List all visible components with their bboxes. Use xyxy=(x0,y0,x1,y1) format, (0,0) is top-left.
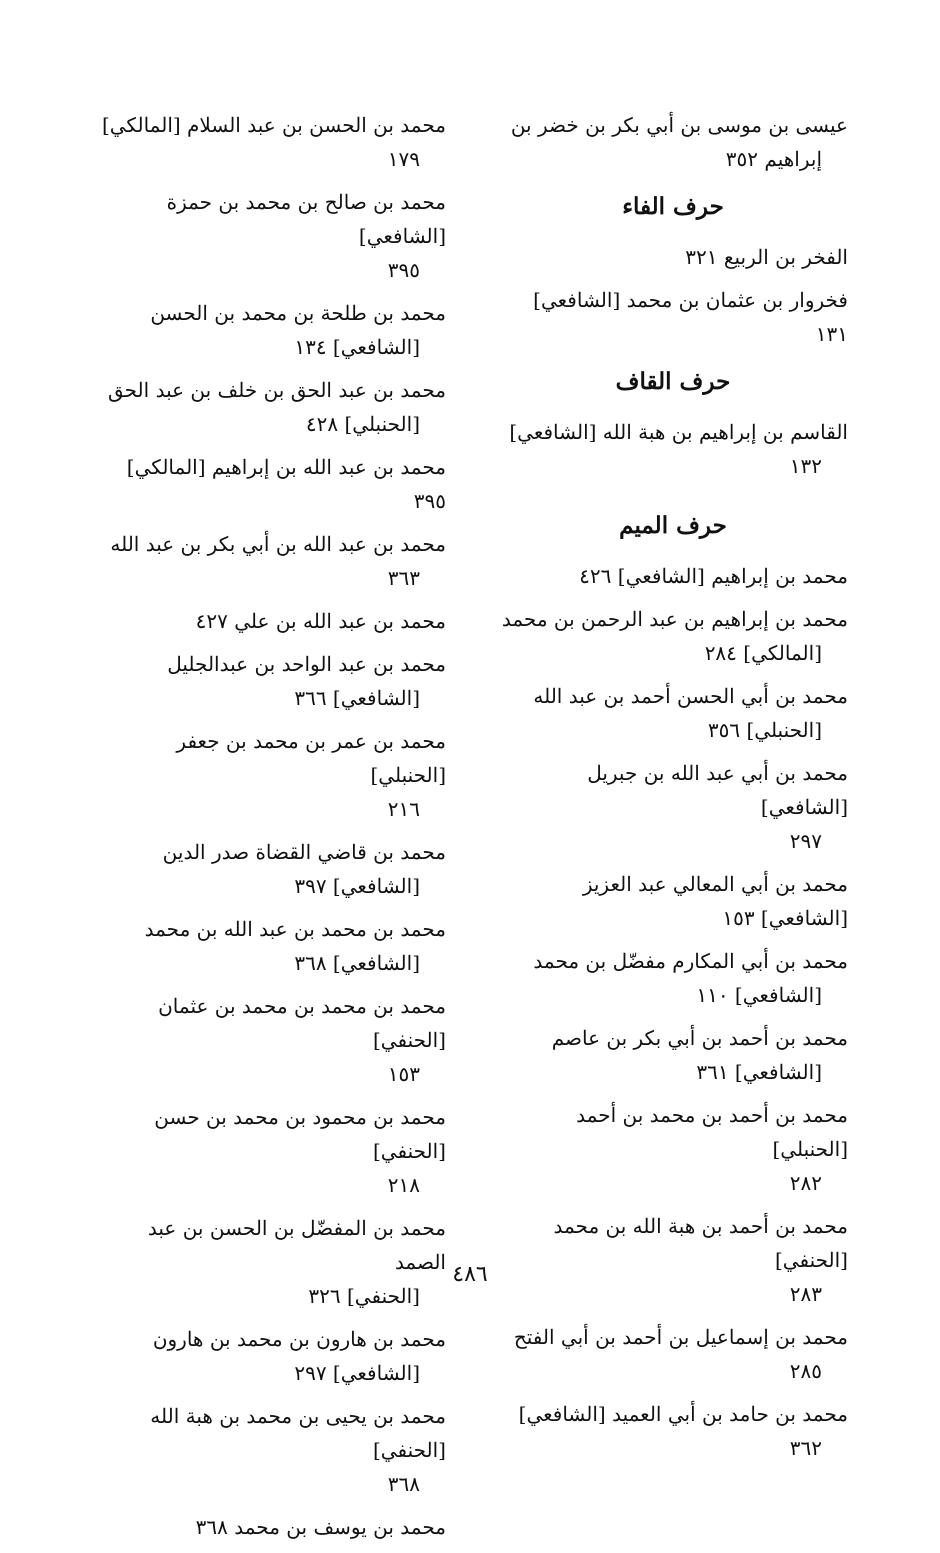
section-heading-fa: حرف الفاء xyxy=(622,193,724,220)
index-entry xyxy=(96,373,446,441)
index-entry xyxy=(498,944,848,1012)
entry-continuation: [الشافعي] ٣٩٧ xyxy=(294,874,420,898)
entry-name: محمد بن أبي عبد الله بن جبريل [الشافعي] xyxy=(587,761,848,819)
entry-continuation: ٣٩٥ xyxy=(387,258,420,282)
entry-continuation: [الشافعي] ١٣٤ xyxy=(294,335,420,359)
entry-continuation: ٣٦٢ xyxy=(789,1436,822,1460)
entry-name: محمد بن عبد الحق بن خلف بن عبد الحق xyxy=(107,378,446,402)
entry-continuation: ٢١٨ xyxy=(387,1173,420,1197)
page-number: ٤٨٦ xyxy=(452,1262,488,1287)
entry-continuation: إبراهيم ٣٥٢ xyxy=(725,147,822,171)
entry-continuation: [الشافعي] ٣٦٦ xyxy=(294,686,420,710)
entry-continuation: ١٥٣ xyxy=(387,1062,420,1086)
entry-name: محمد بن محمد بن عبد الله بن محمد xyxy=(144,917,446,941)
entry-name: محمد بن قاضي القضاة صدر الدين xyxy=(162,840,446,864)
index-entry xyxy=(498,1397,848,1465)
entry-name: فخروار بن عثمان بن محمد [الشافعي] ١٣١ xyxy=(533,288,848,346)
entry-continuation: ٢٨٥ xyxy=(789,1359,822,1383)
entry-continuation: ٢١٦ xyxy=(387,797,420,821)
index-entry xyxy=(498,108,848,176)
entry-name: محمد بن أحمد بن محمد بن أحمد [الحنبلي] xyxy=(576,1103,848,1161)
entry-name: محمد بن يحيى بن محمد بن هبة الله [الحنفي] xyxy=(150,1404,446,1462)
entry-continuation: ٢٨٣ xyxy=(789,1282,822,1306)
entry-continuation: [الشافعي] ٣٦٨ xyxy=(294,951,420,975)
index-entry xyxy=(96,989,446,1091)
index-entry xyxy=(96,835,446,903)
index-entry xyxy=(498,559,848,593)
entry-name: محمد بن إبراهيم بن عبد الرحمن بن محمد xyxy=(501,607,848,631)
index-entry xyxy=(498,1209,848,1311)
section-heading-qaf: حرف القاف xyxy=(615,368,731,395)
index-entry xyxy=(96,1100,446,1202)
section-heading-mim: حرف الميم xyxy=(619,512,727,539)
entry-name: محمد بن حامد بن أبي العميد [الشافعي] xyxy=(518,1402,848,1426)
index-entry xyxy=(96,108,446,176)
entry-continuation: [الشافعي] ٢٩٧ xyxy=(294,1361,420,1385)
entry-name: محمد بن هارون بن محمد بن هارون xyxy=(152,1327,446,1351)
entry-name: محمد بن طلحة بن محمد بن الحسن xyxy=(150,301,446,325)
index-entry xyxy=(498,679,848,747)
index-entry xyxy=(96,185,446,287)
entry-name: محمد بن الحسن بن عبد السلام [المالكي] xyxy=(101,113,446,137)
entry-name: عيسى بن موسى بن أبي بكر بن خضر بن xyxy=(510,113,848,137)
entry-name: محمد بن عبد الله بن أبي بكر بن عبد الله xyxy=(110,532,446,556)
entry-continuation: ٣٦٨ xyxy=(387,1472,420,1496)
entry-name: محمد بن أحمد بن أبي بكر بن عاصم xyxy=(551,1026,848,1050)
index-entry xyxy=(498,1098,848,1200)
entry-continuation: ٢٩٧ xyxy=(789,829,822,853)
entry-name: محمد بن إبراهيم [الشافعي] ٤٢٦ xyxy=(579,564,848,588)
index-entry xyxy=(96,912,446,980)
index-entry xyxy=(96,527,446,595)
index-entry xyxy=(498,240,848,274)
index-entry xyxy=(498,602,848,670)
entry-continuation: [الحنفي] ٣٢٦ xyxy=(308,1284,420,1308)
entry-name: محمد بن عبد الله بن علي ٤٢٧ xyxy=(195,609,446,633)
entry-continuation: [المالكي] ٢٨٤ xyxy=(704,641,822,665)
entry-name: محمد بن عبد الواحد بن عبدالجليل xyxy=(167,652,446,676)
index-entry xyxy=(96,1322,446,1390)
index-entry xyxy=(498,867,848,935)
index-entry xyxy=(498,283,848,351)
entry-name: محمد بن أبي المعالي عبد العزيز [الشافعي] ١٥٣ xyxy=(582,872,848,930)
entry-continuation: ١٧٩ xyxy=(387,147,420,171)
index-entry xyxy=(498,1021,848,1089)
index-entry xyxy=(96,647,446,715)
index-entry xyxy=(498,415,848,483)
index-entry xyxy=(96,296,446,364)
entry-name: محمد بن أحمد بن هبة الله بن محمد [الحنفي] xyxy=(553,1214,848,1272)
entry-continuation: ٣٦٣ xyxy=(387,566,420,590)
entry-name: محمد بن أبي الحسن أحمد بن عبد الله xyxy=(533,684,848,708)
entry-continuation: ١٣٢ xyxy=(789,454,822,478)
index-entry xyxy=(96,724,446,826)
entry-name: محمد بن عمر بن محمد بن جعفر [الحنبلي] xyxy=(176,729,446,787)
entry-continuation: [الشافعي] ٣٦١ xyxy=(696,1060,822,1084)
index-entry xyxy=(96,450,446,518)
entry-continuation: [الحنبلي] ٣٥٦ xyxy=(707,718,822,742)
entry-name: محمد بن صالح بن محمد بن حمزة [الشافعي] xyxy=(166,190,446,248)
entry-continuation: [الشافعي] ١١٠ xyxy=(696,983,822,1007)
index-entry xyxy=(96,604,446,638)
index-entry xyxy=(96,1399,446,1501)
index-entry xyxy=(96,1510,446,1544)
entry-name: محمد بن أبي المكارم مفضّل بن محمد xyxy=(533,949,848,973)
entry-name: القاسم بن إبراهيم بن هبة الله [الشافعي] xyxy=(509,420,848,444)
entry-name: محمد بن يوسف بن محمد ٣٦٨ xyxy=(195,1515,446,1539)
left-column xyxy=(96,108,446,1553)
index-entry xyxy=(498,756,848,858)
entry-continuation: ٢٨٢ xyxy=(789,1171,822,1195)
entry-name: محمد بن محمود بن محمد بن حسن [الحنفي] xyxy=(154,1105,446,1163)
entry-name: محمد بن محمد بن محمد بن عثمان [الحنفي] xyxy=(158,994,446,1052)
entry-continuation: [الحنبلي] ٤٢٨ xyxy=(305,412,420,436)
entry-name: الفخر بن الربيع ٣٢١ xyxy=(685,245,848,269)
entry-name: محمد بن المفضّل بن الحسن بن عبد الصمد xyxy=(147,1216,446,1274)
index-entry xyxy=(498,1320,848,1388)
entry-name: محمد بن عبد الله بن إبراهيم [المالكي] ٣٩٥ xyxy=(126,455,446,513)
entry-name: محمد بن إسماعيل بن أحمد بن أبي الفتح xyxy=(513,1325,848,1349)
